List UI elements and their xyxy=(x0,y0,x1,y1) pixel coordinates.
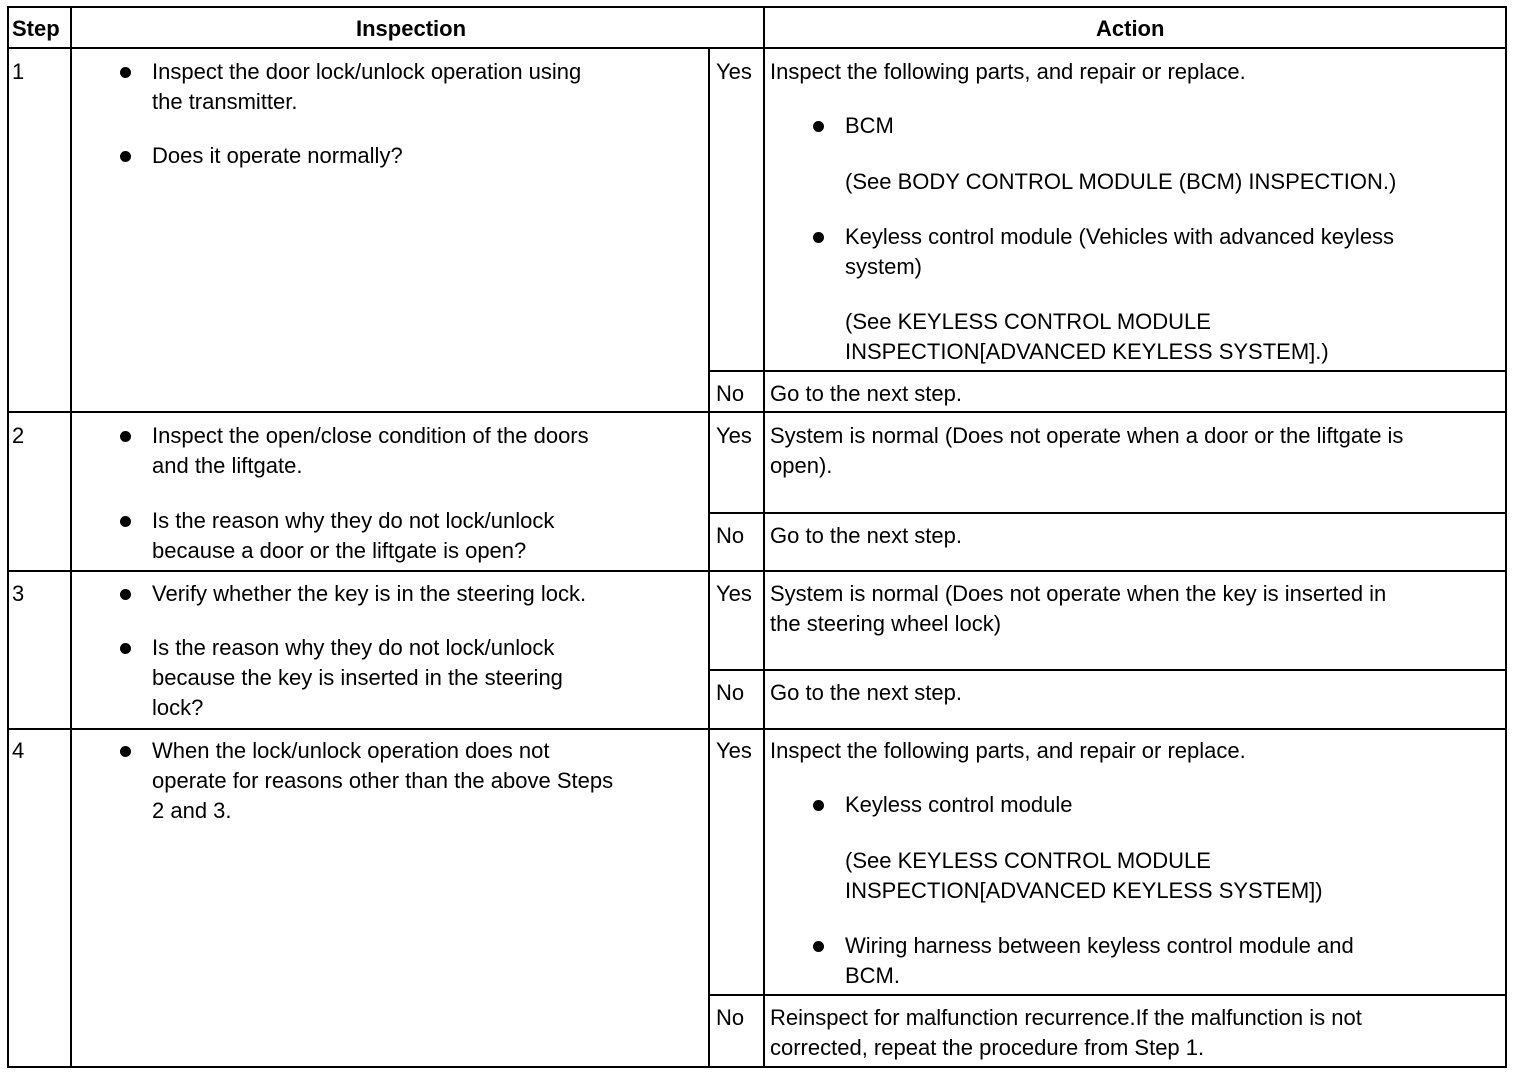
action-item: BCM xyxy=(845,113,894,138)
inspection-line: lock? xyxy=(152,695,204,720)
inspection-line: When the lock/unlock operation does not xyxy=(152,738,550,763)
yes-action: open). xyxy=(770,453,833,478)
yes-label: Yes xyxy=(716,738,752,763)
bullet-icon xyxy=(813,941,824,952)
no-label: No xyxy=(716,680,745,705)
inspection-line: Inspect the door lock/unlock operation using xyxy=(152,59,582,84)
bullet-icon xyxy=(120,431,131,442)
inspection-line: Verify whether the key is in the steering lock. xyxy=(152,581,587,606)
action-intro: Inspect the following parts, and repair or replace. xyxy=(770,738,1246,763)
step3-yes-no-divider xyxy=(708,669,1507,671)
yes-action: System is normal (Does not operate when a door or the liftgate is xyxy=(770,423,1404,448)
bullet-icon xyxy=(813,121,824,132)
inspection-line: because the key is inserted in the steering xyxy=(152,665,563,690)
step-number: 3 xyxy=(12,581,25,606)
bullet-icon xyxy=(120,746,131,757)
action-reference: INSPECTION[ADVANCED KEYLESS SYSTEM].) xyxy=(845,339,1329,364)
row-divider xyxy=(7,411,1507,413)
no-label: No xyxy=(716,381,745,406)
row-divider xyxy=(7,570,1507,572)
no-action: corrected, repeat the procedure from Step 1. xyxy=(770,1035,1205,1060)
inspection-line: 2 and 3. xyxy=(152,798,232,823)
inspection-line: the transmitter. xyxy=(152,89,298,114)
action-reference: INSPECTION[ADVANCED KEYLESS SYSTEM]) xyxy=(845,878,1323,903)
step2-yes-no-divider xyxy=(708,512,1507,514)
inspection-line: Is the reason why they do not lock/unlock xyxy=(152,508,555,533)
action-reference: (See BODY CONTROL MODULE (BCM) INSPECTION.) xyxy=(845,169,1397,194)
step4-yes-no-divider xyxy=(708,994,1507,996)
no-label: No xyxy=(716,523,745,548)
header-step: Step xyxy=(12,16,60,41)
row-divider xyxy=(7,728,1507,730)
action-item: Wiring harness between keyless control module and xyxy=(845,933,1354,958)
bullet-icon xyxy=(813,800,824,811)
step-column-divider xyxy=(70,6,72,1068)
action-column-divider xyxy=(763,6,765,1068)
header-inspection: Inspection xyxy=(356,16,467,41)
header-action: Action xyxy=(1096,16,1165,41)
no-label: No xyxy=(716,1005,745,1030)
bullet-icon xyxy=(120,643,131,654)
no-action: Go to the next step. xyxy=(770,523,963,548)
no-action: Go to the next step. xyxy=(770,680,963,705)
action-item: BCM. xyxy=(845,963,900,988)
step1-yes-no-divider xyxy=(708,370,1507,372)
inspection-line: and the liftgate. xyxy=(152,453,303,478)
yes-action: System is normal (Does not operate when the key is inserted in xyxy=(770,581,1387,606)
step-number: 2 xyxy=(12,423,25,448)
no-action: Go to the next step. xyxy=(770,381,963,406)
bullet-icon xyxy=(120,67,131,78)
yes-label: Yes xyxy=(716,59,752,84)
inspection-line: operate for reasons other than the above Steps xyxy=(152,768,614,793)
step-number: 4 xyxy=(12,738,25,763)
step-number: 1 xyxy=(12,59,25,84)
action-intro: Inspect the following parts, and repair or replace. xyxy=(770,59,1246,84)
bullet-icon xyxy=(120,589,131,600)
action-reference: (See KEYLESS CONTROL MODULE xyxy=(845,309,1211,334)
yes-label: Yes xyxy=(716,581,752,606)
yes-label: Yes xyxy=(716,423,752,448)
action-item: Keyless control module xyxy=(845,792,1073,817)
yes-no-column-divider xyxy=(708,47,710,1068)
action-item: Keyless control module (Vehicles with advanced keyless xyxy=(845,224,1395,249)
bullet-icon xyxy=(813,232,824,243)
no-action: Reinspect for malfunction recurrence.If the malfunction is not xyxy=(770,1005,1362,1030)
header-divider xyxy=(7,47,1507,49)
inspection-line: Does it operate normally? xyxy=(152,143,403,168)
yes-action: the steering wheel lock) xyxy=(770,611,1002,636)
inspection-line: Is the reason why they do not lock/unlock xyxy=(152,635,555,660)
inspection-line: Inspect the open/close condition of the doors xyxy=(152,423,589,448)
action-item: system) xyxy=(845,254,922,279)
bullet-icon xyxy=(120,516,131,527)
action-reference: (See KEYLESS CONTROL MODULE xyxy=(845,848,1211,873)
inspection-line: because a door or the liftgate is open? xyxy=(152,538,527,563)
bullet-icon xyxy=(120,151,131,162)
